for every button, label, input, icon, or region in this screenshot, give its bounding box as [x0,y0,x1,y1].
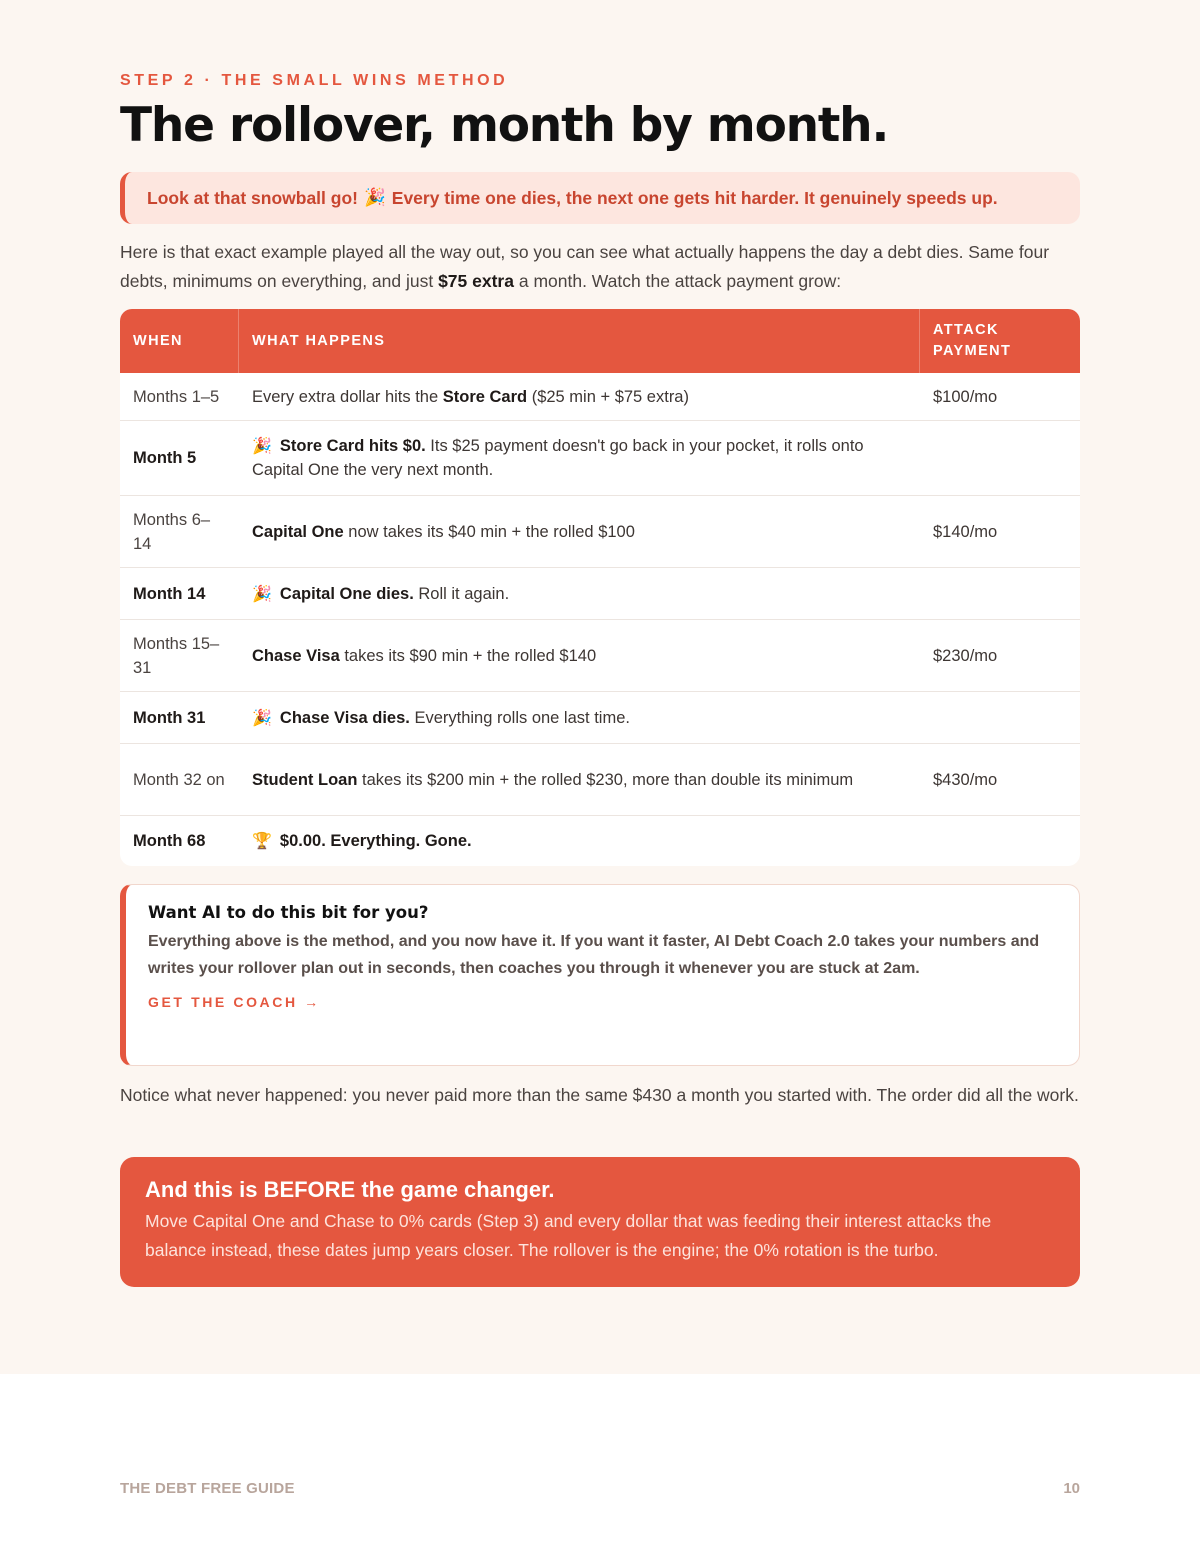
get-the-coach-link[interactable]: GET THE COACH → [148,994,321,1010]
party-popper-icon: 🎉 [252,436,272,455]
row-what-happens: 🎉 Store Card hits $0. Its $25 payment doesn't go back in your pocket, it rolls onto Capital One the very next month. [239,421,920,496]
intro-text-after: a month. Watch the attack payment grow: [513,271,842,291]
column-header-when: WHEN [120,309,239,373]
rollover-table [120,309,1080,866]
row-what-happens: 🎉 Chase Visa dies. Everything rolls one last time. [239,692,920,744]
table-row [120,568,1080,620]
party-popper-icon: 🎉 [363,188,386,208]
row-attack-payment [920,568,1080,620]
row-when: Month 5 [120,421,239,496]
row-attack-payment [920,692,1080,744]
row-what-happens: Student Loan takes its $200 min + the rolled $230, more than double its minimum [239,744,920,816]
page-number: 10 [1063,1480,1080,1497]
banner-body: Move Capital One and Chase to 0% cards (Step 3) and every dollar that was feeding their interest attacks the balance instead, these dates jump years closer. The rollover is the engine; the 0% rotation is the turbo. [145,1211,992,1260]
row-when: Month 14 [120,568,239,620]
table-row [120,744,1080,816]
callout-text: Every time one dies, the next one gets hit harder. It genuinely speeds up. [391,187,998,208]
column-header-what-happens: WHAT HAPPENS [239,309,920,373]
row-attack-payment: $230/mo [920,620,1080,692]
page-title: The rollover, month by month. [120,98,889,153]
table-row [120,620,1080,692]
row-when: Months 1–5 [120,373,239,421]
row-when: Month 68 [133,832,206,850]
row-when: Month 31 [120,692,239,744]
snowball-callout [120,172,1080,224]
intro-bold: $75 extra [438,271,514,291]
table-row [120,496,1080,568]
row-attack-payment [920,816,1080,866]
intro-paragraph [120,238,1080,296]
column-header-attack-payment: ATTACK PAYMENT [920,309,1080,373]
table-row [120,373,1080,421]
row-attack-payment: $100/mo [920,373,1080,421]
game-changer-banner [120,1157,1080,1287]
row-when: Month 32 on [120,744,239,816]
table-row [120,692,1080,744]
row-what-happens: Capital One now takes its $40 min + the rolled $100 [239,496,920,568]
footer-guide-title: THE DEBT FREE GUIDE [120,1480,295,1497]
row-when: Months 6–14 [120,496,239,568]
notice-paragraph: Notice what never happened: you never paid more than the same $430 a month you started with. The order did all the work. [120,1085,1079,1105]
row-what-happens: 🏆 $0.00. Everything. Gone. [252,831,472,850]
coach-body: Everything above is the method, and you now have it. If you want it faster, AI Debt Coach 2.0 takes your numbers and writes your rollover plan out in seconds, then coaches you through it whenever you are stuck at 2am. [148,933,1040,977]
row-attack-payment: $430/mo [920,744,1080,816]
ai-coach-callout [120,884,1080,1066]
intro-text-before: Here is that exact example played all the way out, so you can see what actually happens the day a debt dies. Same four debts, minimums on everything, and just [120,242,1050,291]
section-eyebrow: STEP 2 · THE SMALL WINS METHOD [120,72,509,89]
row-attack-payment: $140/mo [920,496,1080,568]
row-what-happens: Chase Visa takes its $90 min + the rolled $140 [239,620,920,692]
row-what-happens: 🎉 Capital One dies. Roll it again. [239,568,920,620]
coach-title: Want AI to do this bit for you? [148,903,429,922]
callout-lead: Look at that snowball go! [147,187,358,208]
row-when: Months 15–31 [120,620,239,692]
banner-title: And this is BEFORE the game changer. [145,1177,555,1202]
party-popper-icon: 🎉 [252,583,272,603]
party-popper-icon: 🎉 [252,707,272,727]
row-attack-payment [920,421,1080,496]
table-row [120,816,1080,866]
row-what-happens: Every extra dollar hits the Store Card ($25 min + $75 extra) [239,373,920,421]
table-header-row [120,309,1080,373]
trophy-icon: 🏆 [252,831,272,850]
table-row [120,421,1080,496]
